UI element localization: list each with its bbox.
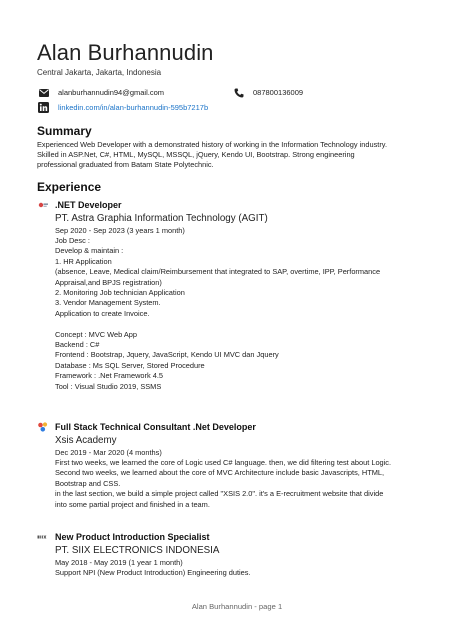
phone-icon (233, 87, 244, 98)
phone-text: 087800136009 (253, 88, 304, 97)
job-description (55, 458, 447, 510)
job-company: PT. Astra Graphia Information Technology (AGIT) (55, 213, 268, 224)
description-line: Develop & maintain : (55, 246, 124, 256)
description-line: 2. Monitoring Job technician Application (55, 288, 185, 298)
description-line: Application to create Invoice. (55, 308, 150, 318)
siix-logo-icon (37, 531, 49, 543)
phone-contact[interactable] (233, 87, 303, 98)
experience-heading: Experience (37, 180, 102, 194)
job-company: Xsis Academy (55, 435, 117, 446)
xsis-logo-icon (37, 421, 49, 433)
summary-line: professional graduated from Batam State Polytechnic. (37, 160, 214, 170)
description-line: Concept : MVC Web App (55, 329, 138, 339)
linkedin-link[interactable]: linkedin.com/in/alan-burhannudin-595b7217b (58, 103, 209, 112)
experience-entry (37, 421, 447, 510)
job-role: Full Stack Technical Consultant .Net Developer (55, 422, 256, 432)
experience-entry (37, 531, 447, 578)
job-company: PT. SIIX ELECTRONICS INDONESIA (55, 545, 220, 556)
agit-logo-icon (37, 199, 49, 211)
page-footer: Alan Burhannudin - page 1 (191, 602, 283, 611)
description-line: 1. HR Application (55, 256, 112, 266)
candidate-name: Alan Burhannudin (37, 40, 214, 65)
description-line: 3. Vendor Management System. (55, 298, 161, 308)
description-line (55, 319, 447, 329)
description-line: First two weeks, we learned the core of Logic used C# language. then, we did filtering test about Logic. (55, 458, 392, 467)
description-line: in the last section, we build a simple project called "XSIS 2.0". it's a E-recruitment website that divide (55, 489, 384, 499)
email-icon (38, 87, 49, 98)
description-line: Backend : C# (55, 340, 100, 350)
job-dates: Dec 2019 - Mar 2020 (4 months) (55, 448, 162, 457)
description-line: Job Desc : (55, 236, 90, 245)
job-role: New Product Introduction Specialist (55, 532, 210, 542)
job-description (55, 236, 447, 392)
candidate-location: Central Jakarta, Jakarta, Indonesia (37, 68, 162, 77)
description-line: Tool : Visual Studio 2019, SSMS (55, 381, 162, 391)
description-line: into some partial project and finished in a team. (55, 499, 210, 509)
job-dates: Sep 2020 - Sep 2023 (3 years 1 month) (55, 226, 185, 235)
summary-line: Skilled in ASP.Net, C#, HTML, MySQL, MSSQL, jQuery, Kendo UI, Bootstrap. Strong engineering (37, 150, 355, 160)
job-description (55, 568, 447, 578)
experience-entry (37, 199, 447, 392)
description-line: Frontend : Bootstrap, Jquery, JavaScript, Kendo UI MVC dan Jquery (55, 350, 279, 360)
description-line: Bootstrap and CSS. (55, 478, 121, 488)
job-dates: May 2018 - May 2019 (1 year 1 month) (55, 558, 183, 567)
email-text[interactable]: alanburhannudin94@gmail.com (58, 88, 165, 97)
job-role: .NET Developer (55, 200, 122, 210)
summary-heading: Summary (37, 124, 92, 138)
description-line: Framework : .Net Framework 4.5 (55, 371, 164, 381)
email-contact[interactable] (38, 87, 164, 98)
description-line: Appraisal,and BPJS registration) (55, 277, 162, 287)
linkedin-icon (38, 102, 49, 113)
description-line: Database : Ms SQL Server, Stored Procedure (55, 360, 205, 370)
description-line: (absence, Leave, Medical claim/Reimbursement that integrated to SAP, overtime, IPP, Performance (55, 267, 381, 277)
summary-line: Experienced Web Developer with a demonstrated history of working in the Information Technology industry. (37, 140, 388, 149)
summary-text (37, 140, 447, 171)
linkedin-contact[interactable] (38, 102, 208, 113)
description-line: Support NPI (New Product Introduction) Engineering duties. (55, 568, 251, 577)
description-line: Second two weeks, we learned about the core of MVC Architecture include basic Javascripts, HTML, (55, 468, 385, 478)
